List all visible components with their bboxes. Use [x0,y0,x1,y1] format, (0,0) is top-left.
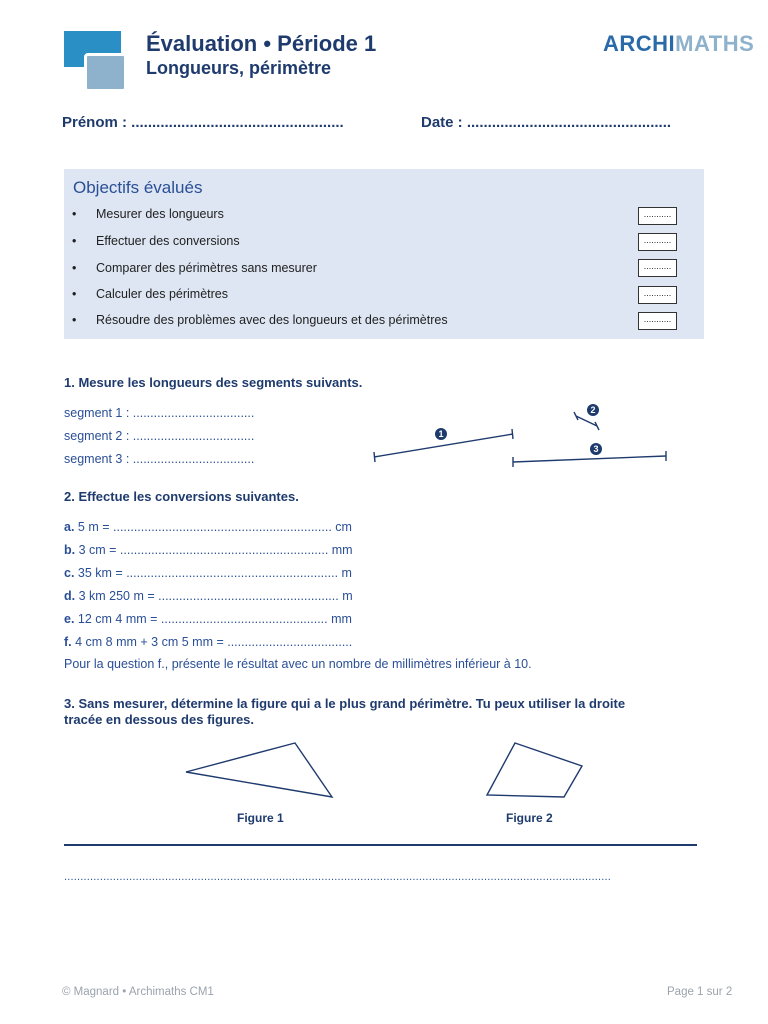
objective-check-box[interactable]: ........... [638,259,677,277]
figure-1-label: Figure 1 [237,811,284,825]
page-title: Évaluation • Période 1 [146,31,377,56]
objective-label: Calculer des périmètres [96,287,228,301]
question-1-heading: 1. Mesure les longueurs des segments suivants. [64,375,363,390]
page-subtitle: Longueurs, périmètre [146,58,332,78]
conversion-letter: c. [64,566,75,580]
segment-2-answer[interactable]: segment 2 : ................................... [64,429,255,443]
conversion-text: 4 cm 8 mm + 3 cm 5 mm = .................................... [71,635,353,649]
objective-item: • Mesurer des longueurs [72,207,224,221]
objective-check-box[interactable]: ........... [638,312,677,330]
objective-label: Résoudre des problèmes avec des longueurs et des périmètres [96,313,448,327]
brand-part1: ARCHI [603,31,676,56]
conversion-text: 3 km 250 m = .................................................... m [75,589,353,603]
conversion-text: 35 km = ............................................................. m [74,566,352,580]
figure-2-quadrilateral [487,743,582,797]
objective-label: Comparer des périmètres sans mesurer [96,261,317,275]
segment-3-answer[interactable]: segment 3 : ................................... [64,452,255,466]
conversion-e[interactable] [64,612,352,626]
date-field: Date : ................................................. [421,114,672,131]
objective-label: Effectuer des conversions [96,234,240,248]
brand-part2: MATHS [675,31,755,56]
objectives-title: Objectifs évalués [73,178,203,197]
objective-check-box[interactable]: ........... [638,233,677,251]
conversion-note: Pour la question f., présente le résultat avec un nombre de millimètres inférieur à 10. [64,657,532,671]
objective-check-box[interactable]: ........... [638,286,677,304]
question-2-heading: 2. Effectue les conversions suivantes. [64,489,299,504]
objective-label: Mesurer des longueurs [96,207,224,221]
conversion-f[interactable] [64,635,352,649]
footer-copyright: © Magnard • Archimaths CM1 [62,986,214,998]
footer-page-number: Page 1 sur 2 [667,986,733,998]
segment-1-tick [512,429,513,439]
conversion-letter: a. [64,520,75,534]
objective-check-box[interactable]: ........... [638,207,677,225]
conversion-text: 12 cm 4 mm = ................................................ mm [74,612,352,626]
question-3-answer[interactable]: ........................................................................................................................................................................ [64,871,612,883]
segment-1-tick [374,452,375,462]
figure-2-label: Figure 2 [506,811,553,825]
conversion-letter: b. [64,543,76,557]
question-3-heading-line1: 3. Sans mesurer, détermine la figure qui a le plus grand périmètre. Tu peux utiliser la droite [64,696,626,711]
conversion-b[interactable] [64,543,353,557]
segment-3 [513,456,666,462]
conversion-letter: d. [64,589,76,603]
segment-2 [576,416,597,426]
objective-item: • Effectuer des conversions [72,234,240,248]
conversion-c[interactable] [64,566,352,580]
prenom-field: Prénom : ................................................... [62,114,344,131]
conversion-text: 5 m = ............................................................... cm [74,520,352,534]
marker-2-label: 2 [590,405,596,415]
segment-1-answer[interactable]: segment 1 : ................................... [64,406,255,420]
marker-3-label: 3 [593,444,599,454]
conversion-a[interactable] [64,520,352,534]
conversion-d[interactable] [64,589,353,603]
conversion-text: 3 cm = ............................................................ mm [75,543,353,557]
marker-1-label: 1 [438,429,444,439]
segment-markers [435,404,602,455]
figure-1-triangle [186,743,332,797]
question-3-heading-line2: tracée en dessous des figures. [64,712,255,727]
conversion-letter: f. [64,635,72,649]
objective-item: • Calculer des périmètres [72,287,228,301]
objective-item: • Résoudre des problèmes avec des longueurs et des périmètres [72,313,448,327]
objective-item: • Comparer des périmètres sans mesurer [72,261,317,275]
conversion-letter: e. [64,612,75,626]
